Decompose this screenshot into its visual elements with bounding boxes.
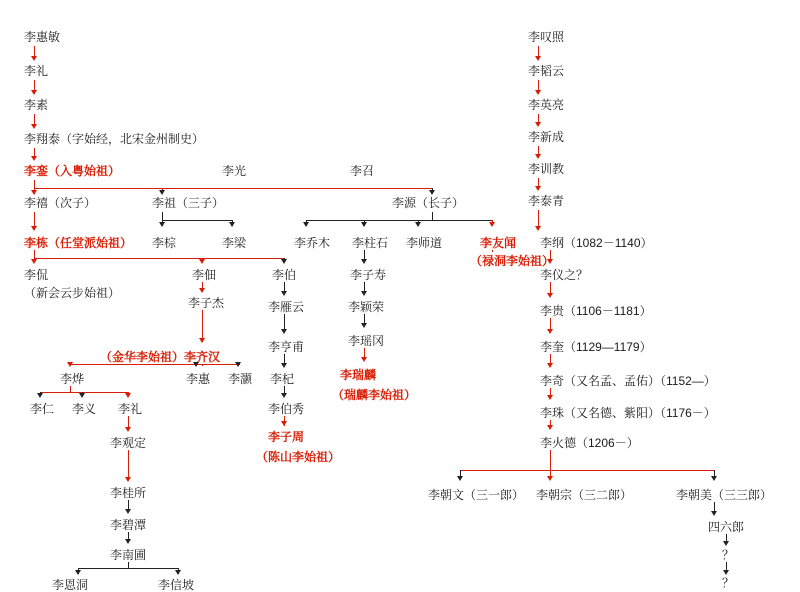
tree-node: 李瑶冈 bbox=[348, 334, 385, 348]
tree-node: 李侃 bbox=[24, 268, 49, 282]
tree-node: 李灏 bbox=[228, 372, 253, 386]
tree-node-sublabel: （禄洞李始祖） bbox=[470, 254, 555, 268]
tree-node: 李恩洞 bbox=[52, 578, 89, 592]
tree-node-sublabel: （瑞麟李始祖） bbox=[332, 388, 417, 402]
tree-node: 李师道 bbox=[406, 236, 443, 250]
tree-node: 李仁 bbox=[30, 402, 55, 416]
tree-node: 李观定 bbox=[110, 436, 147, 450]
tree-node: 李韬云 bbox=[528, 64, 565, 78]
tree-node: 李翔泰（字始经，北宋金州制史） bbox=[24, 132, 205, 146]
tree-node: 李英亮 bbox=[528, 98, 565, 112]
tree-node-highlight: 李栋（任堂派始祖） bbox=[24, 236, 133, 250]
tree-node: 李亨甫 bbox=[268, 340, 305, 354]
tree-node: 李纲（1082－1140） bbox=[540, 236, 653, 250]
tree-node: 李训教 bbox=[528, 162, 565, 176]
tree-node: 李素 bbox=[24, 98, 49, 112]
tree-node-highlight: 李友闻 bbox=[480, 236, 517, 250]
tree-node: 李光 bbox=[222, 164, 247, 178]
tree-node: 李子杰 bbox=[188, 296, 225, 310]
tree-node: 李叹照 bbox=[528, 30, 565, 44]
tree-node-sublabel: （陈山李始祖） bbox=[256, 450, 341, 464]
tree-node: 李烨 bbox=[60, 372, 85, 386]
tree-node: 李柱石 bbox=[352, 236, 389, 250]
tree-node: 李南圃 bbox=[110, 548, 147, 562]
tree-node: 四六郎 bbox=[708, 520, 745, 534]
tree-node-sublabel: （新会云步始祖） bbox=[24, 286, 121, 300]
tree-node: 李雁云 bbox=[268, 300, 305, 314]
tree-node: 李禧（次子） bbox=[24, 196, 97, 210]
tree-node: 李惠敏 bbox=[24, 30, 61, 44]
tree-node-highlight: 李銮（入粤始祖） bbox=[24, 164, 121, 178]
tree-node: 李梁 bbox=[222, 236, 247, 250]
tree-node: 李珠（又名德、紫阳）（1176－） bbox=[540, 406, 716, 420]
tree-node: 李佃 bbox=[192, 268, 217, 282]
tree-node-highlight: （金华李始祖）李齐汉 bbox=[100, 350, 221, 364]
tree-node: 李祖（三子） bbox=[152, 196, 225, 210]
tree-node: 李伯 bbox=[272, 268, 297, 282]
tree-node: 李子寿 bbox=[350, 268, 387, 282]
tree-node-highlight: 李子周 bbox=[268, 430, 305, 444]
tree-node: 李桂所 bbox=[110, 486, 147, 500]
tree-node: 李惠 bbox=[186, 372, 211, 386]
tree-node: 李朝宗（三二郎） bbox=[536, 488, 633, 502]
tree-node: 李乔木 bbox=[294, 236, 331, 250]
tree-node: 李碧潭 bbox=[110, 518, 147, 532]
tree-node: 李信坡 bbox=[158, 578, 195, 592]
tree-node-highlight: 李瑞麟 bbox=[340, 368, 377, 382]
tree-node: 李礼 bbox=[24, 64, 49, 78]
tree-node: 李奎（1129—1179） bbox=[540, 340, 652, 354]
tree-node: 李源（长子） bbox=[392, 196, 465, 210]
tree-node: 李义 bbox=[72, 402, 97, 416]
tree-node: 李朝文（三一郎） bbox=[428, 488, 525, 502]
tree-node: 李礼 bbox=[118, 402, 143, 416]
tree-node: 李泰青 bbox=[528, 194, 565, 208]
tree-node: 李召 bbox=[350, 164, 375, 178]
tree-node: 李伯秀 bbox=[268, 402, 305, 416]
tree-node: 李奇（又名孟、孟佑）（1152—） bbox=[540, 374, 716, 388]
tree-node: ？ bbox=[722, 548, 735, 562]
tree-node: 李颖荣 bbox=[348, 300, 385, 314]
tree-node: 李火德（1206－） bbox=[540, 436, 639, 450]
tree-node: 李朝美（三三郎） bbox=[676, 488, 773, 502]
tree-node: 李杞 bbox=[270, 372, 295, 386]
tree-node: 李新成 bbox=[528, 130, 565, 144]
tree-node: 李仪之？ bbox=[540, 268, 589, 282]
tree-node: ？ bbox=[722, 576, 735, 590]
tree-node: 李棕 bbox=[152, 236, 177, 250]
tree-node: 李贵（1106－1181） bbox=[540, 304, 652, 318]
